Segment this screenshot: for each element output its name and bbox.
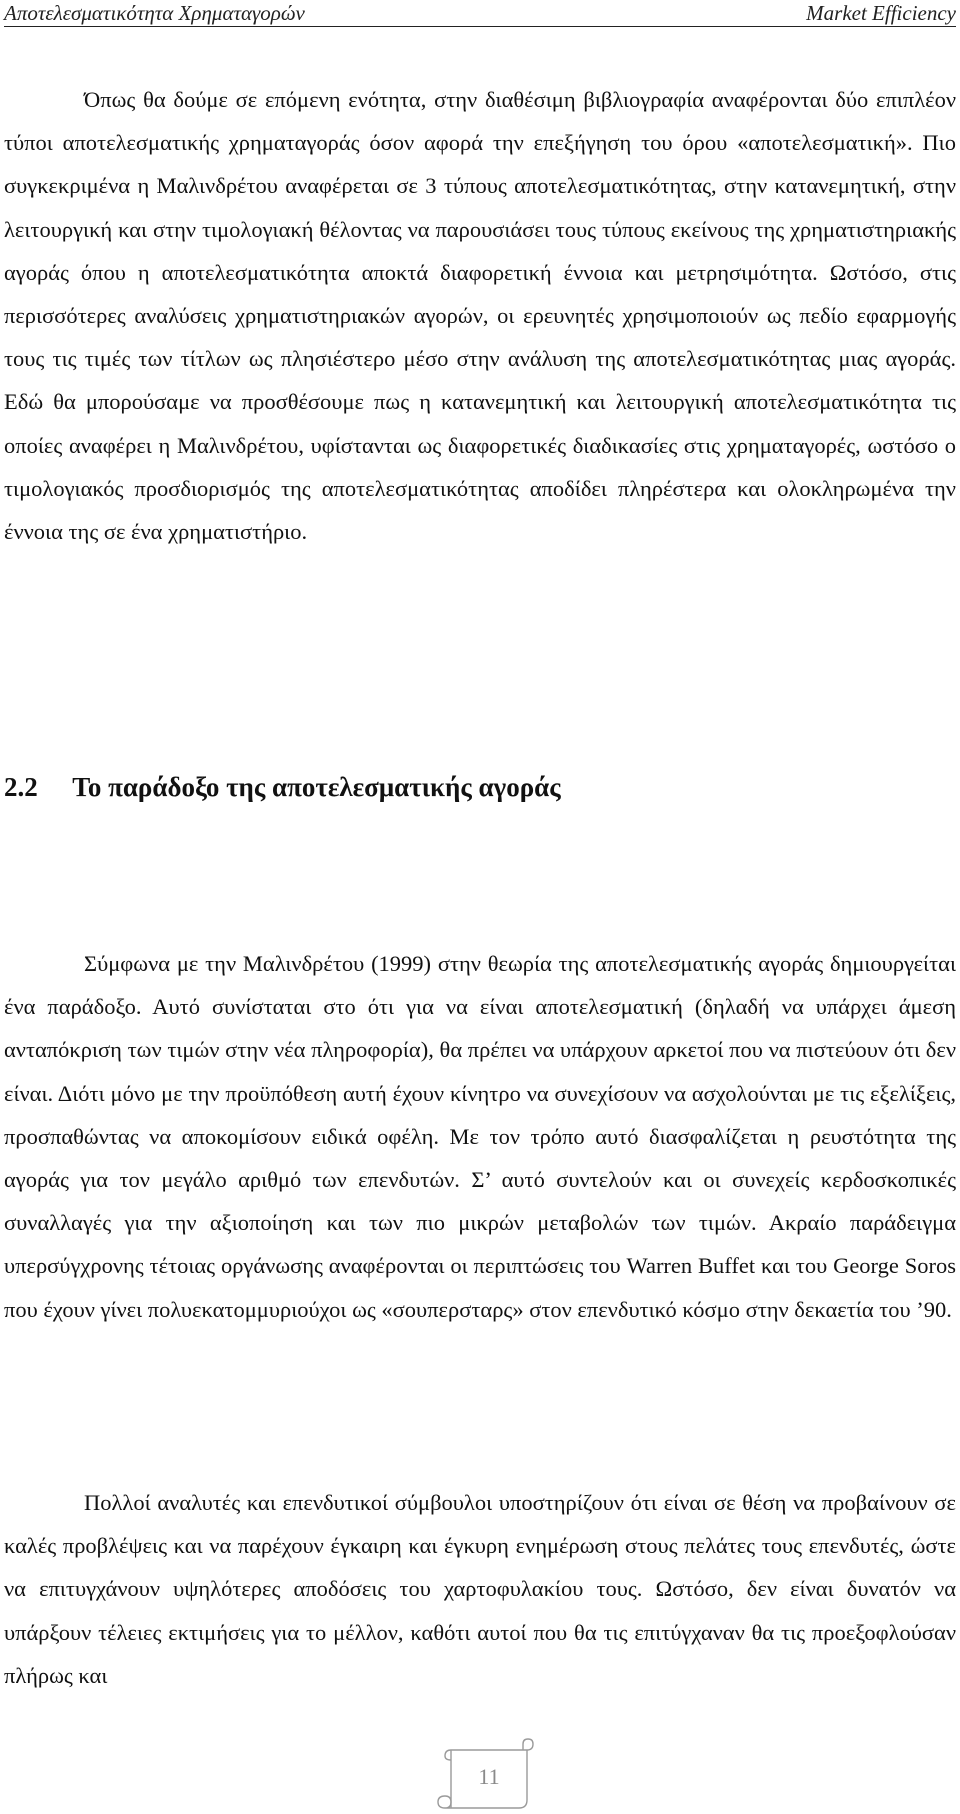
header-title-greek: Αποτελεσματικότητα Χρηματαγορών bbox=[4, 1, 305, 25]
paragraph-analysts: Πολλοί αναλυτές και επενδυτικοί σύμβουλοι υποστηρίζουν ότι είναι σε θέση να προβαίνουν σε καλές προβλέψεις και να παρέχουν έγκαιρη και έγκυρη ενημέρωση στους πελάτες τους επενδυτές, ώστε να επιτυγχάνουν υψηλότερες αποδόσεις του χαρτοφυλακίου τους. Ωστόσο, δεν είναι δυνατόν να υπάρξουν τέλειες εκτιμήσεις για το μέλλον, καθότι αυτοί που θα τις επιτύγχαναν θα τις προεξοφλούσαν πλήρως και bbox=[4, 1490, 956, 1688]
section-number: 2.2 bbox=[4, 772, 38, 802]
section-title: Το παράδοξο της αποτελεσματικής αγοράς bbox=[72, 772, 561, 802]
running-header bbox=[4, 0, 956, 27]
paragraph-efficiency-types: Όπως θα δούμε σε επόμενη ενότητα, στην διαθέσιμη βιβλιογραφία αναφέρονται δύο επιπλέον τύποι αποτελεσματικής χρηματαγοράς όσον αφορά την επεξήγηση του όρου «αποτελεσματική». Πιο συγκεκριμένα η Μαλινδρέτου αναφέρεται σε 3 τύπους αποτελεσματικότητας, στην κατανεμητική, στην λειτουργική και στην τιμολογιακή θέλοντας να παρουσιάσει τους τύπους εκείνους της χρηματιστηριακής αγοράς όπου η αποτελεσματικότητα αποκτά διαφορετική έννοια και μετρησιμότητα. Ωστόσο, στις περισσότερες αναλύσεις χρηματιστηριακών αγορών, οι ερευνητές χρησιμοποιούν ως πεδίο εφαρμογής τους τις τιμές των τίτλων ως πλησιέστερο μέσο στην ανάλυση της αποτελεσματικότητας μιας αγοράς. Εδώ θα μπορούσαμε να προσθέσουμε πως η κατανεμητική και λειτουργική αποτελεσματικότητα τις οποίες αναφέρει η Μαλινδρέτου, υφίστανται ως διαφορετικές διαδικασίες στις χρηματαγορές, ωστόσο ο τιμολογιακός προσδιορισμός της αποτελεσματικότητας αποδίδει πληρέστερα και ολοκληρωμένα την έννοια της σε ένα χρηματιστήριο. bbox=[4, 87, 956, 545]
header-title-english: Market Efficiency bbox=[806, 1, 956, 25]
page-number-scroll bbox=[435, 1738, 543, 1814]
paragraph-paradox: Σύμφωνα με την Μαλινδρέτου (1999) στην θεωρία της αποτελεσματικής αγοράς δημιουργείται ένα παράδοξο. Αυτό συνίσταται στο ότι για να είναι αποτελεσματική (δηλαδή να υπάρχει άμεση ανταπόκριση των τιμών στην νέα πληροφορία), θα πρέπει να υπάρχουν αρκετοί που να πιστεύουν ότι δεν είναι. Διότι μόνο με την προϋπόθεση αυτή έχουν κίνητρο να συνεχίσουν να ασχολούνται με τις εξελίξεις, προσπαθώντας να αποκομίσουν ειδικά οφέλη. Με τον τρόπο αυτό διασφαλίζεται η ρευστότητα της αγοράς για τον μεγάλο αριθμό των επενδυτών. Σ’ αυτό συντελούν και οι συνεχείς κερδοσκοπικές συναλλαγές για την αξιοποίηση και των πιο μικρών μεταβολών των τιμών. Ακραίο παράδειγμα υπερσύγχρονης τέτοιας οργάνωσης αναφέρονται οι περιπτώσεις του Warren Buffet και του George Soros που έχουν γίνει πολυεκατομμυριούχοι ως «σουπερσταρς» στον επενδυτικό κόσμο στην δεκαετία του ’90. bbox=[4, 951, 956, 1322]
section-heading bbox=[4, 767, 561, 807]
page-number: 11 bbox=[478, 1764, 500, 1789]
